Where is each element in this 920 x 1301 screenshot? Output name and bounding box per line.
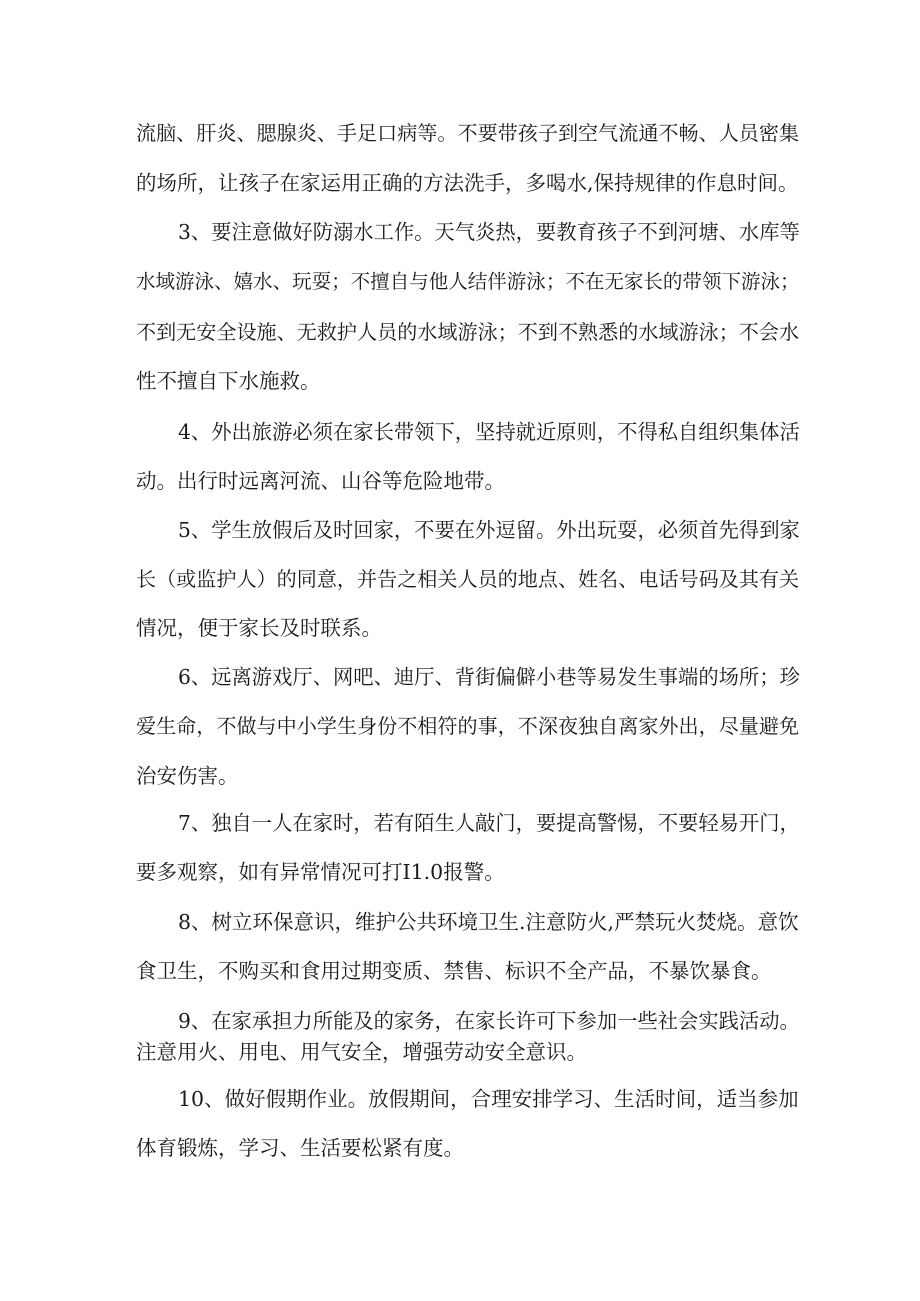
text-line: 3、要注意做好防溺水工作。天气炎热，要教育孩子不到河塘、水库等 — [178, 220, 800, 244]
text-line: 性不擅自下水施救。 — [136, 369, 321, 393]
text-line: 5、学生放假后及时回家，不要在外逗留。外出玩耍，必须首先得到家 — [178, 518, 800, 542]
text-line: 食卫生，不购买和食用过期变质、禁售、标识不全产品，不暴饮暴食。 — [136, 959, 772, 983]
text-line: 长（或监护人）的同意，并告之相关人员的地点、姓名、电话号码及其有关 — [136, 567, 800, 591]
text-line: 流脑、肝炎、腮腺炎、手足口病等。不要带孩子到空气流通不畅、人员密集 — [136, 121, 800, 145]
text-line: 体育锻炼，学习、生活要松紧有度。 — [136, 1136, 464, 1160]
text-line: 动。出行时远离河流、山谷等危险地带。 — [136, 469, 505, 493]
text-line: 6、远离游戏厅、网吧、迪厅、背街偏僻小巷等易发生事端的场所；珍 — [178, 665, 800, 689]
text-line: 4、外出旅游必须在家长带领下，坚持就近原则，不得私自组织集体活 — [178, 420, 800, 444]
text-line: 10、做好假期作业。放假期间，合理安排学习、生活时间，适当参加 — [178, 1087, 799, 1111]
text-line: 注意用火、用电、用气安全，增强劳动安全意识。 — [136, 1040, 587, 1064]
text-line: 7、独自一人在家时，若有陌生人敲门，要提高警惕，不要轻易开门， — [178, 811, 800, 835]
text-line: 不到无安全设施、无救护人员的水域游泳；不到不熟悉的水域游泳；不会水 — [136, 320, 800, 344]
text-line: 治安伤害。 — [136, 764, 239, 788]
text-line: 要多观察，如有异常情况可打I1.0报警。 — [136, 860, 505, 884]
text-line: 爱生命，不做与中小学生身份不相符的事，不深夜独自离家外出，尽量避免 — [136, 714, 800, 738]
text-line: 8、树立环保意识，维护公共环境卫生.注意防火,严禁玩火焚烧。意饮 — [178, 910, 799, 934]
text-line: 情况，便于家长及时联系。 — [136, 616, 382, 640]
text-line: 的场所，让孩子在家运用正确的方法洗手，多喝水,保持规律的作息时间。 — [136, 171, 799, 195]
text-line: 水域游泳、嬉水、玩耍；不擅自与他人结伴游泳；不在无家长的带领下游泳； — [136, 270, 800, 293]
text-line: 9、在家承担力所能及的家务，在家长许可下参加一些社会实践活动。 — [178, 1009, 800, 1033]
